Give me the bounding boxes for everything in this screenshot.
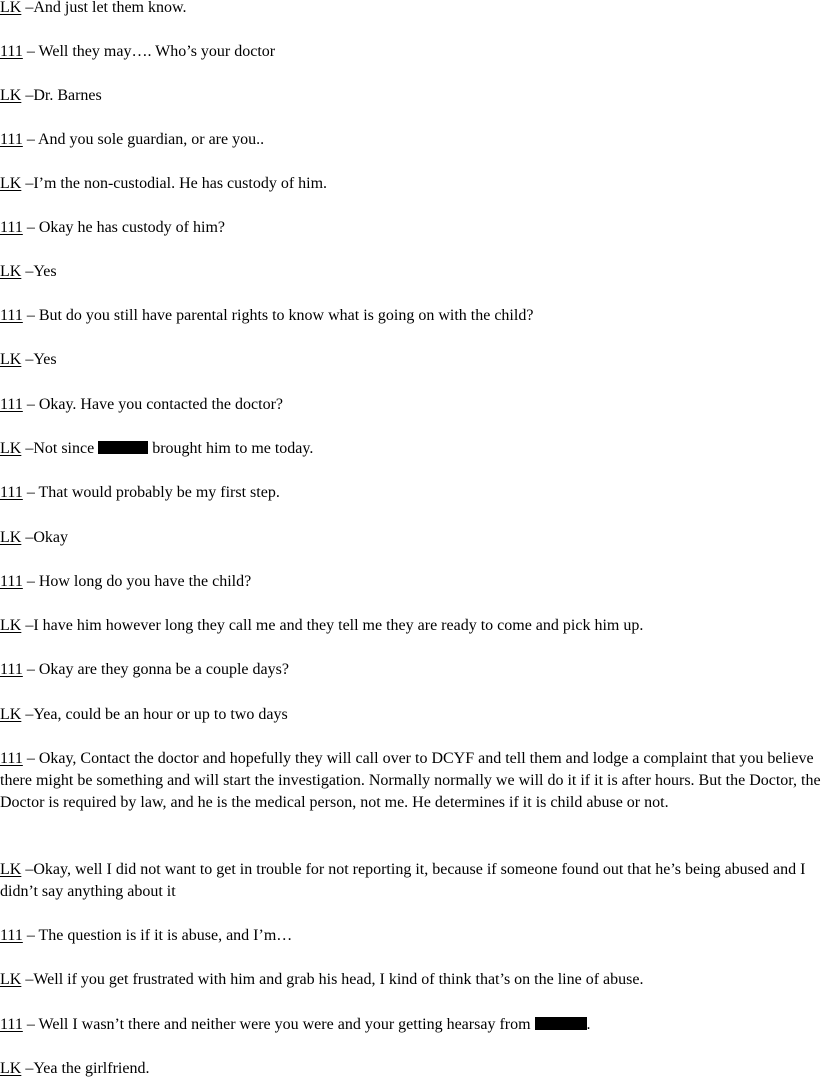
separator: – — [21, 87, 34, 104]
transcript-line — [0, 129, 840, 151]
transcript-paragraph — [0, 748, 836, 814]
line-text-after: . — [586, 1016, 591, 1033]
speaker-label: LK — [0, 706, 22, 723]
redaction-bar — [535, 1017, 587, 1030]
separator: – — [21, 175, 34, 192]
separator: – — [21, 351, 34, 368]
speaker-label: 111 — [0, 750, 23, 767]
line-text: Okay he has custody of him? — [38, 219, 225, 236]
separator: – — [21, 263, 34, 280]
line-text: Dr. Barnes — [33, 87, 102, 104]
line-text: Okay, Contact the doctor and hopefully they will call over to DCYF and tell them and lodge a complaint that you believe there might be something and will start the investigation. Normally normally we will do it if it is after hours. But the Doctor, the Doctor is required by law, and he is the medical person, not me. He determines if it is child abuse or not. — [0, 750, 821, 811]
transcript-paragraph — [0, 859, 836, 903]
speaker-label: LK — [0, 263, 22, 280]
line-text: That would probably be my first step. — [38, 484, 280, 501]
transcript-line — [0, 438, 840, 460]
line-text: Well if you get frustrated with him and grab his head, I kind of think that’s on the line of abuse. — [33, 971, 644, 988]
separator: – — [21, 529, 34, 546]
speaker-label: LK — [0, 87, 22, 104]
speaker-label: 111 — [0, 927, 23, 944]
speaker-label: LK — [0, 175, 22, 192]
transcript-line — [0, 349, 840, 371]
transcript-line — [0, 85, 840, 107]
separator: – — [22, 219, 39, 236]
transcript-line — [0, 173, 840, 195]
transcript-line — [0, 527, 840, 549]
redaction-bar — [98, 441, 148, 454]
separator: – — [22, 927, 39, 944]
speaker-label: 111 — [0, 484, 23, 501]
transcript-line — [0, 261, 840, 283]
line-text: And you sole guardian, or are you.. — [37, 131, 265, 148]
separator: – — [21, 617, 34, 634]
transcript-line — [0, 1014, 840, 1036]
line-text: Well they may…. Who’s your doctor — [38, 43, 276, 60]
separator: – — [22, 131, 38, 148]
line-text: I’m the non-custodial. He has custody of him. — [33, 175, 328, 192]
speaker-label: LK — [0, 351, 22, 368]
line-text: How long do you have the child? — [38, 573, 252, 590]
speaker-label: 111 — [0, 573, 23, 590]
transcript-line — [0, 704, 840, 726]
separator: – — [21, 971, 34, 988]
speaker-label: 111 — [0, 219, 23, 236]
line-text-before: Well I wasn’t there and neither were you were and your getting hearsay from — [38, 1016, 535, 1033]
separator: – — [22, 396, 39, 413]
line-text-before: Not since — [33, 440, 99, 457]
line-text: Yes — [33, 263, 57, 280]
transcript-line — [0, 571, 840, 593]
speaker-label: LK — [0, 529, 22, 546]
speaker-label: 111 — [0, 131, 23, 148]
line-text: But do you still have parental rights to know what is going on with the child? — [38, 307, 534, 324]
separator: – — [22, 307, 39, 324]
separator: – — [21, 706, 34, 723]
speaker-label: LK — [0, 440, 22, 457]
transcript-line — [0, 969, 840, 991]
line-text: Okay — [33, 529, 68, 546]
transcript-line — [0, 41, 840, 63]
line-text: The question is if it is abuse, and I’m… — [38, 927, 293, 944]
speaker-label: LK — [0, 0, 22, 16]
line-text-after: brought him to me today. — [148, 440, 314, 457]
transcript-line — [0, 394, 840, 416]
speaker-label: LK — [0, 971, 22, 988]
separator: – — [22, 1016, 39, 1033]
line-text: I have him however long they call me and they tell me they are ready to come and pick him up. — [33, 617, 644, 634]
separator: – — [21, 1060, 34, 1077]
transcript-line — [0, 615, 840, 637]
speaker-label: 111 — [0, 1016, 23, 1033]
separator: – — [22, 573, 39, 590]
separator: – — [22, 750, 39, 767]
transcript-line — [0, 659, 840, 681]
line-text: And just let them know. — [33, 0, 187, 16]
separator: – — [21, 0, 34, 16]
line-text: Yea the girlfriend. — [33, 1060, 150, 1077]
transcript-line — [0, 217, 840, 239]
separator: – — [22, 661, 39, 678]
line-text: Okay, well I did not want to get in trouble for not reporting it, because if someone found out that he’s being abused and I didn’t say anything about it — [0, 861, 806, 900]
transcript-line — [0, 0, 840, 19]
separator: – — [22, 484, 39, 501]
speaker-label: 111 — [0, 396, 23, 413]
separator: – — [21, 440, 34, 457]
line-text: Okay. Have you contacted the doctor? — [38, 396, 284, 413]
speaker-label: 111 — [0, 43, 23, 60]
transcript-line — [0, 1058, 840, 1080]
speaker-label: 111 — [0, 307, 23, 324]
transcript-line — [0, 482, 840, 504]
separator: – — [21, 861, 34, 878]
speaker-label: LK — [0, 617, 22, 634]
line-text: Yea, could be an hour or up to two days — [33, 706, 288, 723]
transcript-line — [0, 305, 840, 327]
speaker-label: 111 — [0, 661, 23, 678]
separator: – — [22, 43, 39, 60]
speaker-label: LK — [0, 1060, 22, 1077]
transcript-line — [0, 925, 840, 947]
speaker-label: LK — [0, 861, 22, 878]
line-text: Okay are they gonna be a couple days? — [38, 661, 289, 678]
line-text: Yes — [33, 351, 57, 368]
